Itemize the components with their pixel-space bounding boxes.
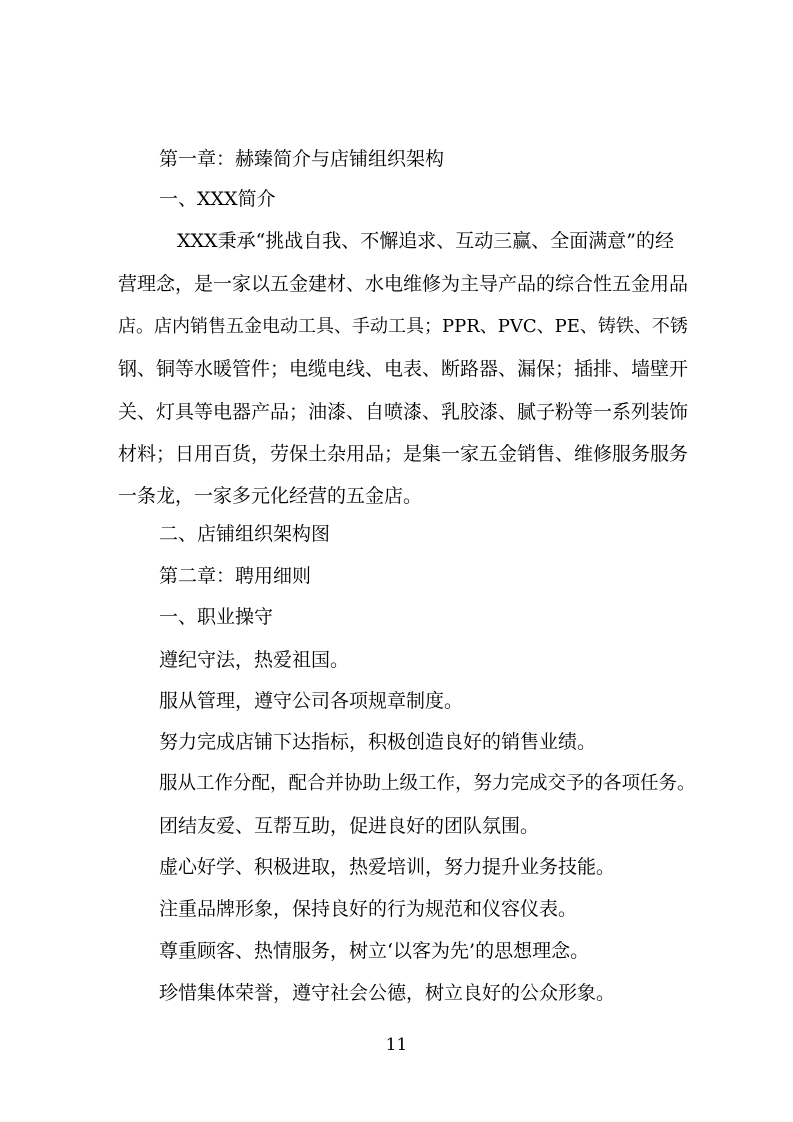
rule-item: 服从管理，遵守公司各项规章制度。 [159,690,464,712]
intro-paragraph-line: 营理念，是一家以五金建材、水电维修为主导产品的综合性五金用品 [118,273,689,295]
intro-paragraph-line: 一条龙，一家多元化经营的五金店。 [118,485,423,507]
rule-item: 遵纪守法，热爱祖国。 [159,649,350,671]
rule-item: 虚心好学、积极进取，热爱培训，努力提升业务技能。 [159,856,616,878]
chapter-2-title: 第二章：聘用细则 [159,565,312,587]
rule-item: 注重品牌形象，保持良好的行为规范和仪容仪表。 [159,898,578,920]
chapter-1-title: 第一章：赫臻简介与店铺组织架构 [159,148,445,170]
intro-paragraph-line: 材料；日用百货，劳保土杂用品；是集一家五金销售、维修服务服务 [118,443,689,465]
page-number: 11 [385,1035,408,1055]
intro-paragraph-line: 钢、铜等水暖管件；电缆电线、电表、断路器、漏保；插排、墙壁开 [118,358,689,380]
section-heading-intro: 一、XXX简介 [159,188,276,210]
rule-item: 努力完成店铺下达指标，积极创造良好的销售业绩。 [159,731,597,753]
rule-item: 珍惜集体荣誉，遵守社会公德，树立良好的公众形象。 [159,982,616,1004]
intro-paragraph-line: 店。店内销售五金电动工具、手动工具；PPR、PVC、PE、铸铁、不锈 [118,316,688,337]
rule-item: 尊重顾客、热情服务，树立‘以客为先’的思想理念。 [159,940,590,962]
intro-paragraph-line: 关、灯具等电器产品；油漆、自喷漆、乳胶漆、腻子粉等一系列装饰 [118,401,689,423]
section-heading-professional-ethics: 一、职业操守 [159,606,274,628]
section-heading-org-chart: 二、店铺组织架构图 [159,523,331,545]
intro-paragraph-line: XXX秉承“挑战自我、不懈追求、互动三赢、全面满意”的经 [177,230,675,252]
rule-item: 服从工作分配，配合并协助上级工作，努力完成交予的各项任务。 [159,773,696,794]
rule-item: 团结友爱、互帮互助，促进良好的团队氛围。 [159,815,540,837]
